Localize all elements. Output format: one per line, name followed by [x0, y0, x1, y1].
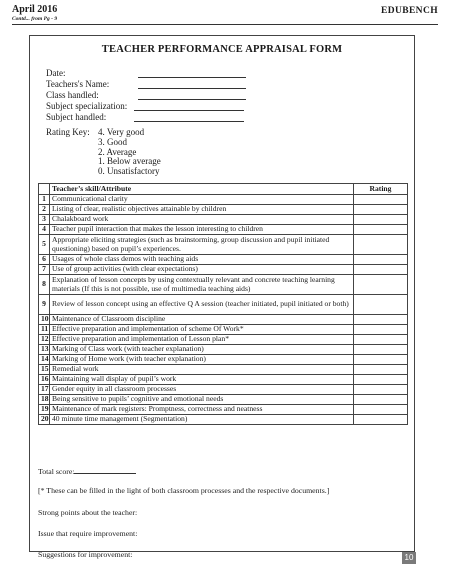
- table-row: [39, 195, 408, 205]
- row-number: 16: [39, 375, 50, 385]
- rating-key-item: 3. Good: [98, 136, 127, 147]
- issue-date: April 2016: [12, 4, 58, 15]
- page-header: [12, 4, 438, 28]
- row-skill: Being sensitive to pupils’ cognitive and emotional needs: [50, 395, 354, 405]
- table-header-skill: Teacher’s skill/Attribute: [50, 184, 354, 195]
- table-header-number: [39, 184, 50, 195]
- row-number: 1: [39, 195, 50, 205]
- row-number: 2: [39, 205, 50, 215]
- total-score-label: Total score:: [38, 467, 75, 476]
- row-skill: Maintaining wall display of pupil’s work: [50, 375, 354, 385]
- table-row: [39, 375, 408, 385]
- total-score-blank-line: [74, 466, 136, 474]
- row-number: 11: [39, 325, 50, 335]
- rating-key-item: 1. Below average: [98, 156, 161, 167]
- rating-cell[interactable]: [354, 295, 408, 315]
- row-skill: Teacher pupil interaction that makes the lesson interesting to children: [50, 225, 354, 235]
- row-skill: Listing of clear, realistic objectives attainable by children: [50, 205, 354, 215]
- improvement-label: Issue that require improvement:: [38, 529, 138, 538]
- row-number: 17: [39, 385, 50, 395]
- skills-table: [38, 183, 408, 425]
- row-skill: Use of group activities (with clear expectations): [50, 265, 354, 275]
- table-row: [39, 225, 408, 235]
- field-label: Teachers's Name:: [46, 79, 110, 89]
- row-number: 4: [39, 225, 50, 235]
- row-number: 9: [39, 295, 50, 315]
- table-row: [39, 235, 408, 255]
- table-header-row: [39, 184, 408, 195]
- table-row: [39, 365, 408, 375]
- rating-cell[interactable]: [354, 355, 408, 365]
- rating-cell[interactable]: [354, 385, 408, 395]
- row-number: 18: [39, 395, 50, 405]
- teacher-name-blank-line: [138, 88, 246, 89]
- row-skill: Gender equity in all classroom processes: [50, 385, 354, 395]
- rating-cell[interactable]: [354, 225, 408, 235]
- rating-cell[interactable]: [354, 405, 408, 415]
- table-row: [39, 355, 408, 365]
- row-skill: Marking of Home work (with teacher explanation): [50, 355, 354, 365]
- table-row: [39, 325, 408, 335]
- row-number: 5: [39, 235, 50, 255]
- class-handled-blank-line: [138, 99, 246, 100]
- row-number: 13: [39, 345, 50, 355]
- header-rule: [12, 24, 438, 25]
- rating-cell[interactable]: [354, 365, 408, 375]
- table-row: [39, 345, 408, 355]
- row-number: 14: [39, 355, 50, 365]
- table-row: [39, 215, 408, 225]
- row-skill: Marking of Class work (with teacher explanation): [50, 345, 354, 355]
- table-row: [39, 275, 408, 295]
- table-row: [39, 335, 408, 345]
- row-number: 7: [39, 265, 50, 275]
- rating-cell[interactable]: [354, 375, 408, 385]
- appraisal-form: [29, 35, 415, 559]
- rating-cell[interactable]: [354, 335, 408, 345]
- row-skill: Communicational clarity: [50, 195, 354, 205]
- page-number: 10: [402, 552, 416, 564]
- row-skill: Usages of whole class demos with teaching aids: [50, 255, 354, 265]
- suggestions-label: Suggestions for improvement:: [38, 550, 133, 559]
- row-skill: Maintenance of Classroom discipline: [50, 315, 354, 325]
- field-label: Date:: [46, 68, 66, 78]
- footnote: [* These can be filled in the light of both classroom processes and the respective documents.]: [38, 486, 330, 495]
- row-number: 8: [39, 275, 50, 295]
- rating-cell[interactable]: [354, 275, 408, 295]
- row-skill: Remedial work: [50, 365, 354, 375]
- rating-key-item: 0. Unsatisfactory: [98, 166, 160, 177]
- row-number: 3: [39, 215, 50, 225]
- rating-key-item: 2. Average: [98, 146, 137, 157]
- table-row: [39, 265, 408, 275]
- date-blank-line: [138, 77, 246, 78]
- form-title: TEACHER PERFORMANCE APPRAISAL FORM: [101, 44, 343, 55]
- row-number: 12: [39, 335, 50, 345]
- table-row: [39, 315, 408, 325]
- rating-cell[interactable]: [354, 395, 408, 405]
- row-number: 10: [39, 315, 50, 325]
- row-skill: Review of lesson concept using an effective Q A session (teacher initiated, pupil initiated or both): [50, 295, 354, 315]
- strong-points-label: Strong points about the teacher:: [38, 508, 138, 517]
- rating-key-item: 4. Very good: [98, 127, 145, 137]
- row-number: 20: [39, 415, 50, 425]
- row-skill: Effective preparation and implementation of scheme Of Work*: [50, 325, 354, 335]
- table-row: [39, 395, 408, 405]
- rating-cell[interactable]: [354, 325, 408, 335]
- rating-cell[interactable]: [354, 315, 408, 325]
- rating-cell[interactable]: [354, 265, 408, 275]
- subject-handled-blank-line: [134, 121, 244, 122]
- subject-specialization-blank-line: [134, 110, 244, 111]
- field-label: Class handled:: [46, 90, 99, 100]
- rating-key-list: [98, 128, 161, 177]
- row-skill: 40 minute time management (Segmentation): [50, 415, 354, 425]
- rating-cell[interactable]: [354, 205, 408, 215]
- rating-key-label: Rating Key:: [46, 127, 90, 137]
- rating-cell[interactable]: [354, 235, 408, 255]
- table-row: [39, 385, 408, 395]
- rating-cell[interactable]: [354, 345, 408, 355]
- row-skill: Explanation of lesson concepts by using contextually relevant and concrete teaching learning materials (If this is not possible, use of multimedia teaching aids): [50, 275, 354, 295]
- table-row: [39, 405, 408, 415]
- field-label: Subject handled:: [46, 112, 107, 122]
- table-row: [39, 415, 408, 425]
- table-row: [39, 255, 408, 265]
- publication-name: EDUBENCH: [380, 6, 438, 16]
- row-skill: Chalakboard work: [50, 215, 354, 225]
- rating-cell[interactable]: [354, 415, 408, 425]
- row-skill: Maintenance of mark registers: Promptness, correctness and neatness: [50, 405, 354, 415]
- field-label: Subject specialization:: [46, 101, 128, 111]
- rating-cell[interactable]: [354, 215, 408, 225]
- total-score-row: [38, 466, 136, 476]
- table-header-rating: Rating: [354, 184, 408, 195]
- table-row: [39, 295, 408, 315]
- table-row: [39, 205, 408, 215]
- continued-note: Contd... from Pg - 9: [12, 16, 58, 22]
- row-number: 6: [39, 255, 50, 265]
- rating-cell[interactable]: [354, 195, 408, 205]
- row-number: 19: [39, 405, 50, 415]
- row-skill: Effective preparation and implementation of Lesson plan*: [50, 335, 354, 345]
- row-skill: Appropriate eliciting strategies (such as brainstorming, group discussion and pupil initiated questioning) based on pupil’s experiences.: [50, 235, 354, 255]
- row-number: 15: [39, 365, 50, 375]
- rating-cell[interactable]: [354, 255, 408, 265]
